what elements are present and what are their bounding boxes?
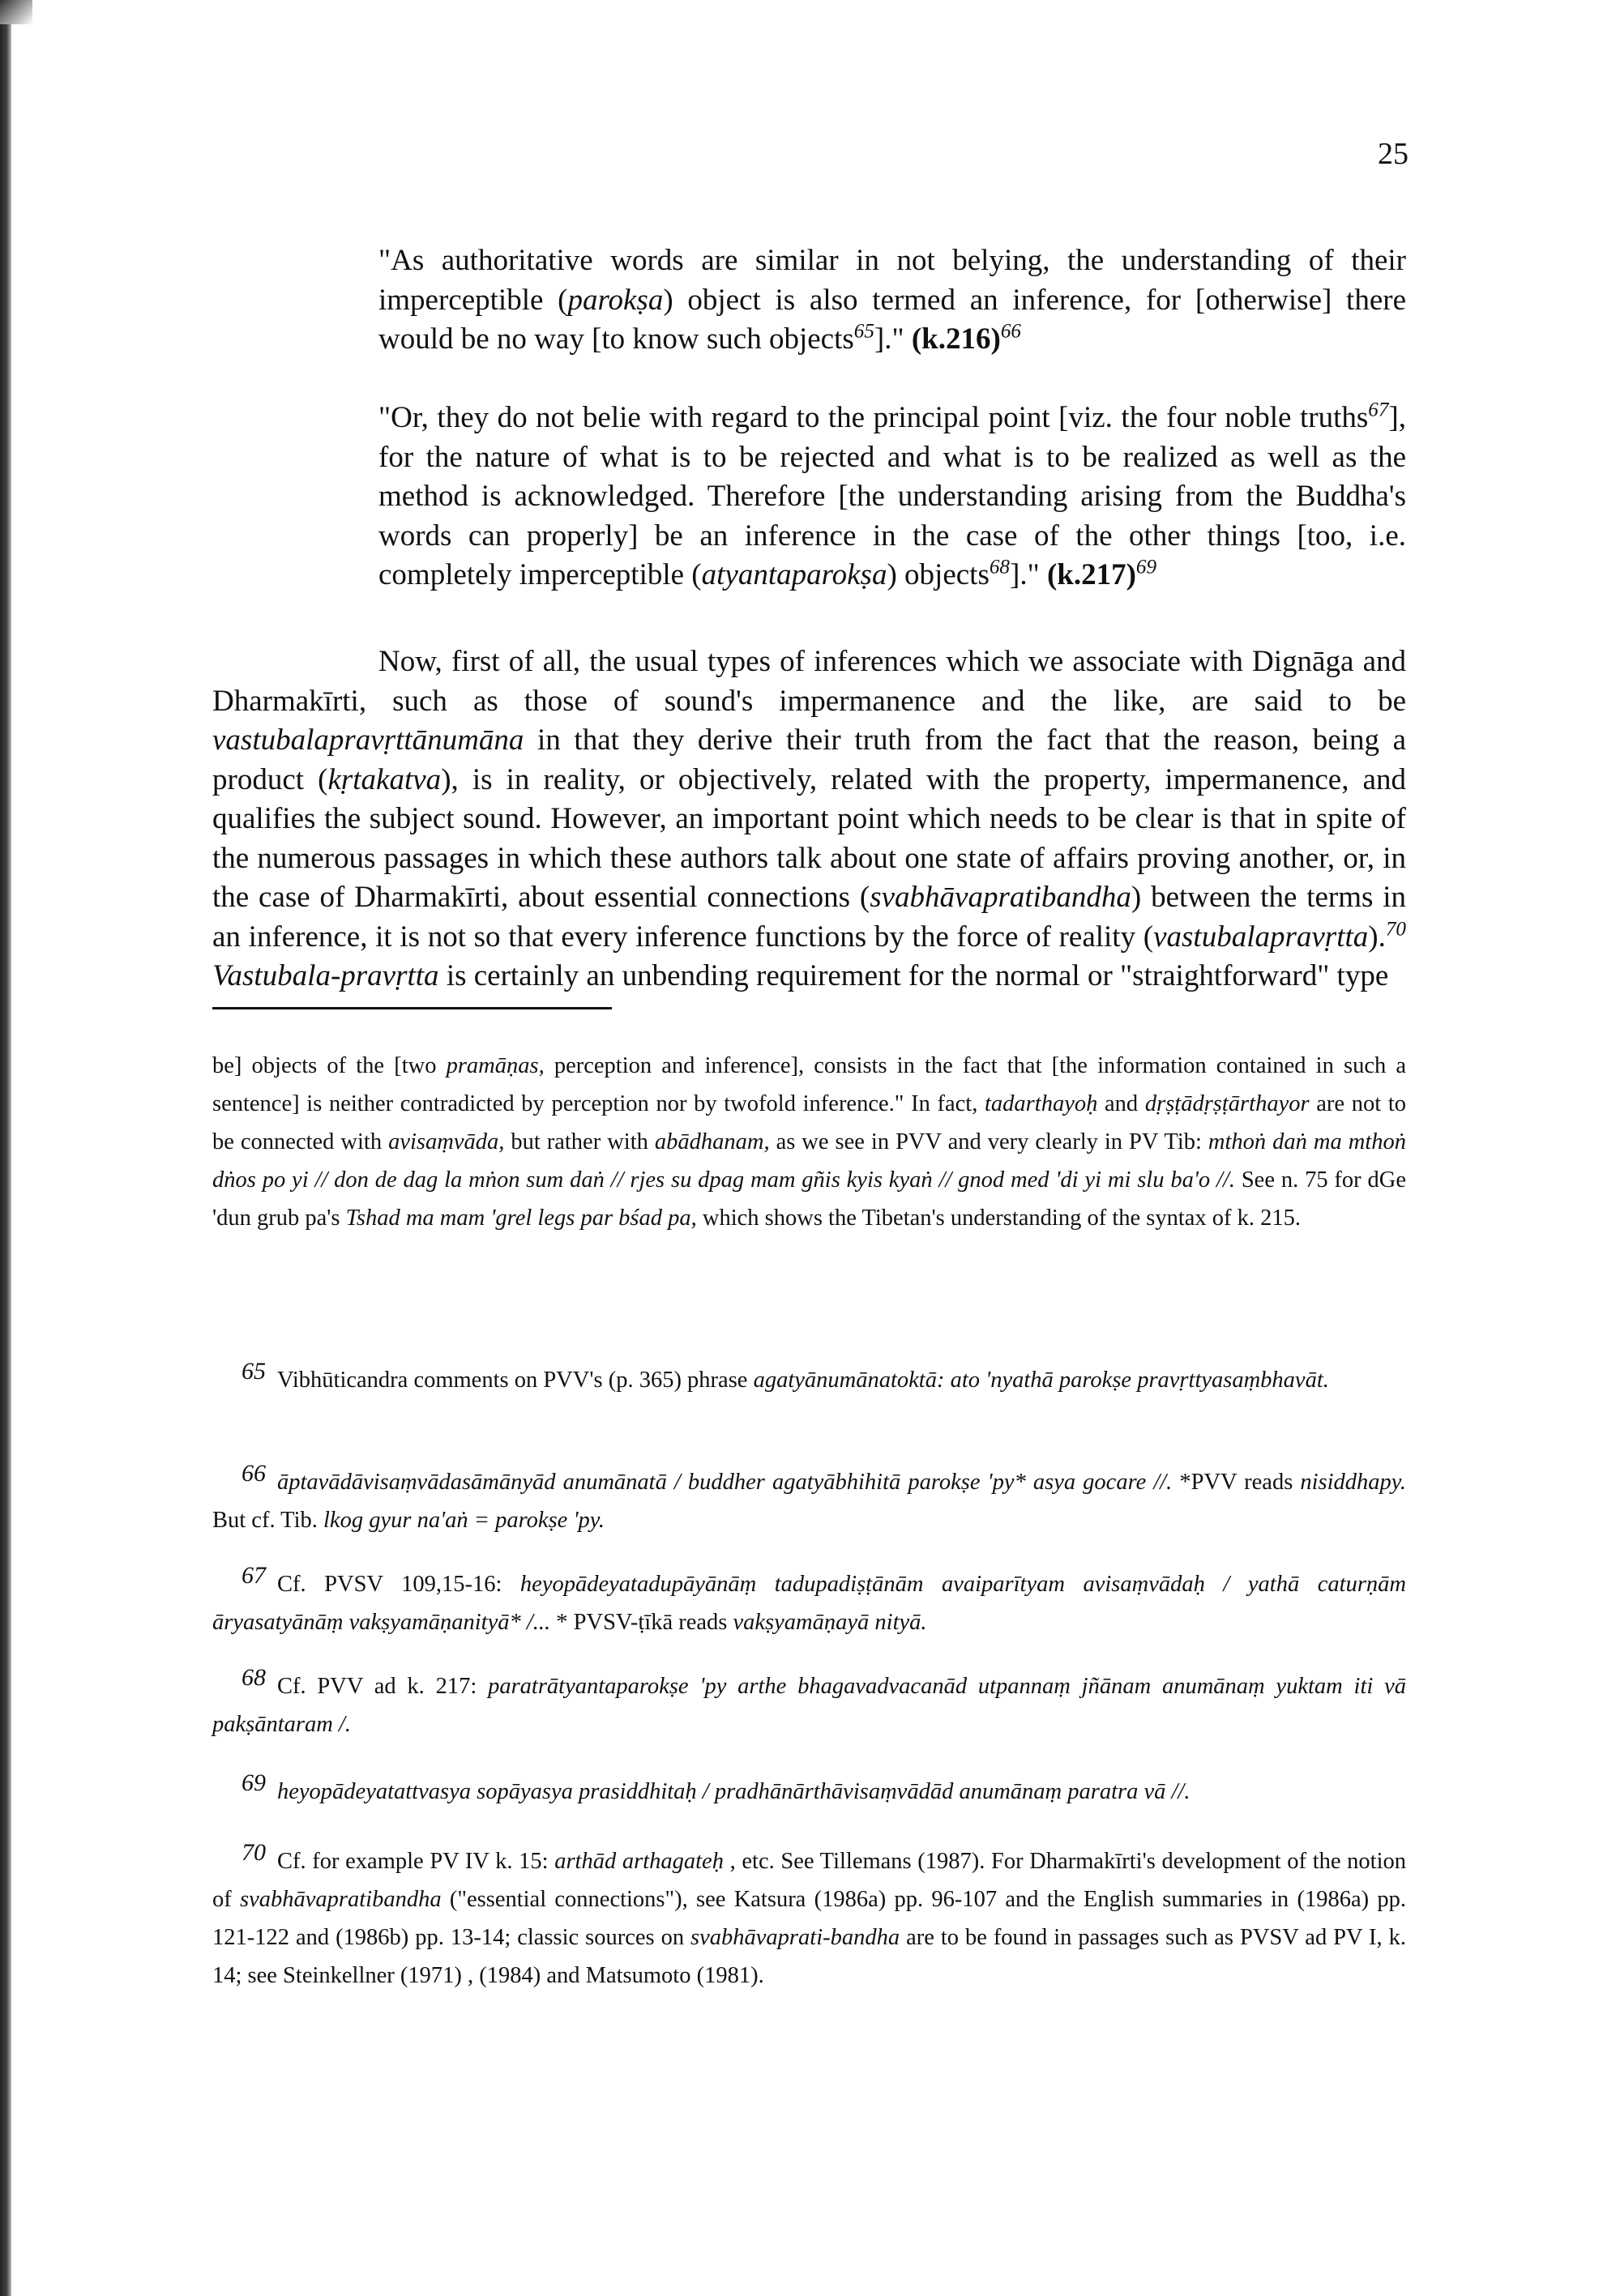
body-paragraph bbox=[212, 642, 1406, 996]
footnote-number: 69 bbox=[242, 1769, 266, 1796]
footnote-reference: 65 bbox=[853, 320, 874, 343]
block-quote-k216 bbox=[378, 241, 1406, 360]
italic-term: kṛtakatva bbox=[327, 762, 442, 796]
text-run: ]." bbox=[1010, 558, 1047, 591]
text-run: Cf. PVSV 109,15-16: bbox=[277, 1572, 520, 1597]
footnote-68 bbox=[212, 1663, 1406, 1743]
text-run: perception and inference], consists in the fact that [the information contained in such a sentence] is neither contradicted by perception nor by twofold inference." In fact, bbox=[212, 1053, 1406, 1116]
text-run: ). bbox=[1368, 920, 1386, 954]
italic-term: mthoṅ daṅ ma mthoṅ dṅos po yi // don de dag la mṅon sum daṅ // rjes su dpag mam gñis kyis kyaṅ // gnod med 'di yi mi slu ba'o //. bbox=[212, 1129, 1406, 1193]
verse-reference: (k.217) bbox=[1046, 558, 1136, 591]
footnote-number: 68 bbox=[242, 1663, 266, 1691]
footnote-70 bbox=[212, 1838, 1406, 1995]
text-run: "As authoritative words are similar in not belying, the understanding of their imperceptible ( bbox=[378, 244, 1406, 317]
footnote-number: 65 bbox=[242, 1357, 266, 1385]
italic-term: vastubalapravṛttānumāna bbox=[212, 723, 524, 757]
italic-term: avisaṃvāda, bbox=[388, 1129, 505, 1154]
text-run: "Or, they do not belie with regard to the principal point [viz. the four noble truths bbox=[378, 401, 1369, 434]
italic-term: paratrātyantaparokṣe 'py arthe bhagavadvacanād utpannaṃ jñānam anumānaṃ yuktam iti vā pakṣāntaram /. bbox=[212, 1674, 1406, 1737]
page-number: 25 bbox=[1378, 137, 1409, 171]
footnote-66 bbox=[212, 1459, 1406, 1539]
italic-term: heyopādeyatattvasya sopāyasya prasiddhitaḥ / pradhānārthāvisaṃvādād anumānaṃ paratra vā //. bbox=[277, 1779, 1190, 1804]
text-run: Vibhūticandra comments on PVV's (p. 365) phrase bbox=[277, 1368, 754, 1393]
italic-term: Tshad ma mam 'grel legs par bśad pa, bbox=[345, 1206, 697, 1231]
text-run: in that they derive their truth from the fact that the reason, being a product ( bbox=[212, 723, 1406, 796]
footnote-reference: 66 bbox=[1000, 320, 1021, 343]
italic-term: atyantaparokṣa bbox=[701, 558, 887, 591]
italic-term: svabhāvaprati-bandha bbox=[690, 1925, 900, 1950]
italic-term: lkog gyur na'aṅ = parokṣe 'py. bbox=[323, 1508, 605, 1533]
text-run: Now, first of all, the usual types of inferences which we associate with Dignāga and Dharmakīrti, such as those of sound's impermanence and the like, are said to be bbox=[212, 645, 1406, 718]
italic-term: agatyānumānatoktā: ato 'nyathā parokṣe pravṛttyasaṃbhavāt. bbox=[753, 1368, 1329, 1393]
italic-term: pramāṇas, bbox=[446, 1053, 545, 1078]
footnote-number: 66 bbox=[242, 1459, 266, 1487]
footnote-69 bbox=[212, 1769, 1406, 1811]
footnote-continued bbox=[212, 1047, 1406, 1237]
text-run: ]." bbox=[874, 322, 912, 356]
text-run: ) object is also termed an inference, for [otherwise] there would be no way [to know such objects bbox=[378, 283, 1407, 356]
italic-term: parokṣa bbox=[567, 283, 664, 317]
italic-term: dṛṣṭādṛṣṭārthayor bbox=[1144, 1091, 1310, 1116]
text-run: But cf. Tib. bbox=[212, 1508, 324, 1533]
text-run: ) objects bbox=[887, 558, 990, 591]
block-quote-k217 bbox=[378, 399, 1406, 595]
italic-term: arthād arthagateḥ bbox=[554, 1849, 724, 1874]
footnote-65 bbox=[212, 1357, 1406, 1399]
italic-term: āptavādāvisaṃvādasāmānyād anumānatā / buddher agatyābhihitā parokṣe 'py* asya gocare //. bbox=[277, 1470, 1173, 1495]
footnote-number: 70 bbox=[242, 1838, 266, 1866]
text-run: which shows the Tibetan's understanding of the syntax of k. 215. bbox=[696, 1206, 1302, 1231]
text-run: are not to be connected with bbox=[212, 1091, 1406, 1154]
italic-term: Vastubala-pravṛtta bbox=[212, 959, 439, 992]
text-run: are to be found in passages such as PVSV ad PV I, k. 14; see Steinkellner (1971) , (1984) and Matsumoto (1981). bbox=[212, 1925, 1406, 1988]
italic-term: abādhanam, bbox=[654, 1129, 770, 1154]
text-run: ), is in reality, or objectively, related with the property, impermanence, and qualifies the subject sound. However, an important point which needs to be clear is that in spite of the numerous passages in which these authors talk about one state of affairs proving another, or, in the case of Dharmakīrti, about essential connections ( bbox=[212, 762, 1406, 914]
italic-term: tadarthayoḥ bbox=[985, 1091, 1098, 1116]
italic-term: vastubalapravṛtta bbox=[1153, 920, 1369, 954]
footnote-67 bbox=[212, 1561, 1406, 1641]
text-run: * PVSV-ṭīkā reads bbox=[550, 1610, 733, 1635]
text-run: Cf. PVV ad k. 217: bbox=[277, 1674, 489, 1699]
footnote-number: 67 bbox=[242, 1561, 266, 1589]
text-run: but rather with bbox=[504, 1129, 655, 1154]
italic-term: nisiddhapy. bbox=[1300, 1470, 1406, 1495]
footnote-reference: 69 bbox=[1135, 556, 1157, 578]
verse-reference: (k.216) bbox=[911, 322, 1001, 356]
text-run: and bbox=[1097, 1091, 1145, 1116]
text-run: ("essential connections"), see Katsura (1986a) pp. 96-107 and the English summaries in (1986a) pp. 121-122 and (1986b) pp. 13-14; classic sources on bbox=[212, 1887, 1406, 1950]
text-run: ], for the nature of what is to be rejected and what is to be realized as well as the method is acknowledged. Therefore [the understanding arising from the Buddha's words can properly] be an inference in the case of the other things [too, i.e. completely imperceptible ( bbox=[378, 401, 1406, 591]
scan-corner-shadow bbox=[0, 0, 32, 24]
text-run: , etc. See Tillemans (1987). For Dharmakīrti's development of the notion of bbox=[212, 1849, 1406, 1912]
text-run: See n. 75 for dGe 'dun grub pa's bbox=[212, 1167, 1406, 1231]
text-run: as we see in PVV and very clearly in PV Tib: bbox=[769, 1129, 1208, 1154]
italic-term: vakṣyamāṇayā nityā. bbox=[733, 1610, 927, 1635]
footnote-reference: 68 bbox=[989, 556, 1010, 578]
text-run: be] objects of the [two bbox=[212, 1053, 447, 1078]
text-run: Cf. for example PV IV k. 15: bbox=[277, 1849, 555, 1874]
footnote-reference: 67 bbox=[1368, 399, 1389, 421]
italic-term: svabhāvapratibandha bbox=[870, 881, 1131, 914]
text-run: is certainly an unbending requirement for the normal or "straightforward" type bbox=[438, 959, 1389, 992]
text-run: ) between the terms in an inference, it is not so that every inference functions by the force of reality ( bbox=[212, 881, 1407, 954]
text-run: *PVV reads bbox=[1172, 1470, 1301, 1495]
footnote-reference: 70 bbox=[1385, 918, 1406, 941]
italic-term: svabhāvapratibandha bbox=[240, 1887, 442, 1912]
scan-edge-shadow bbox=[0, 0, 11, 2296]
italic-term: heyopādeyatadupāyānāṃ tadupadiṣṭānām avaiparītyam avisaṃvādaḥ / yathā caturṇām āryasatyānāṃ vakṣyamāṇanityā* /... bbox=[212, 1572, 1406, 1635]
footnote-separator bbox=[212, 1007, 612, 1009]
